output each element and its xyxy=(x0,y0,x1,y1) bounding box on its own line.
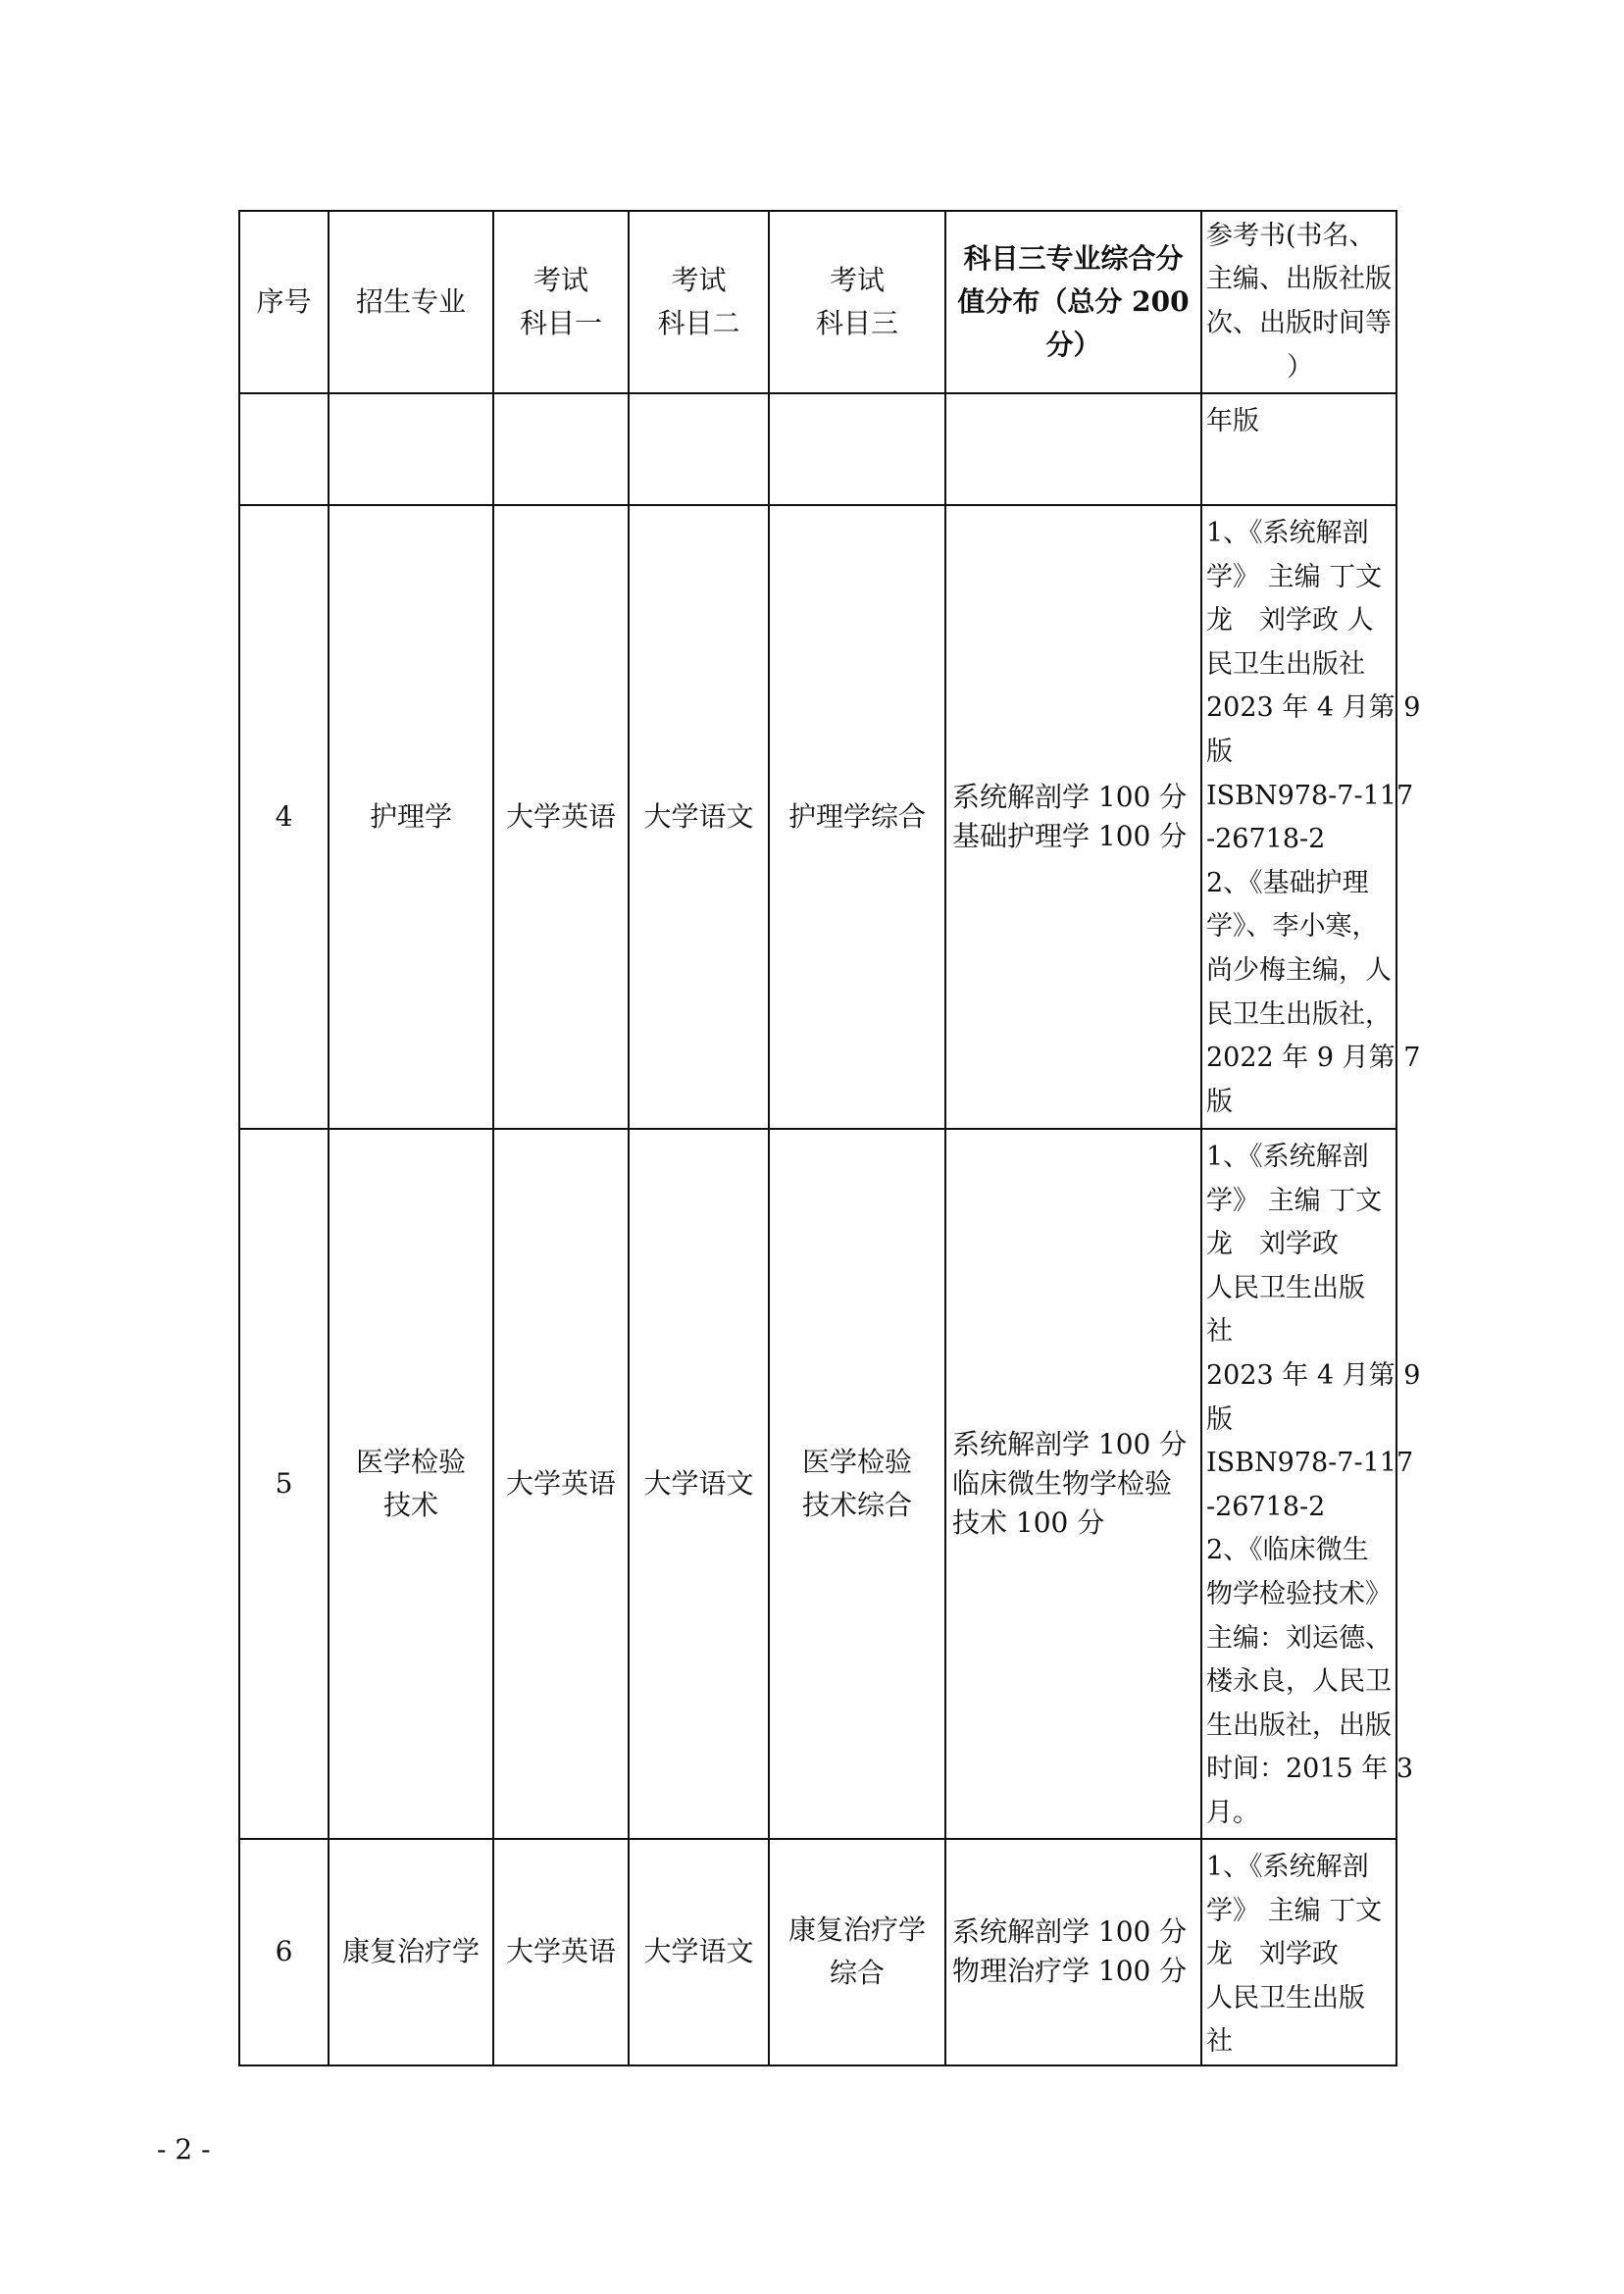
header-subject1: 考试 科目一 xyxy=(493,211,629,393)
row-subject1: 大学英语 xyxy=(493,505,629,1129)
row-major: 医学检验 技术 xyxy=(329,1129,493,1839)
row-reference: 年版 xyxy=(1201,393,1396,505)
row-reference: 1、《系统解剖 学》 主编 丁文 龙 刘学政 人民卫生出版 社 xyxy=(1201,1839,1396,2065)
table-header-row xyxy=(239,211,1396,393)
row-subject2: 大学语文 xyxy=(629,1839,769,2065)
header-subject3: 考试 科目三 xyxy=(769,211,945,393)
row-major: 护理学 xyxy=(329,505,493,1129)
row-distribution: 系统解剖学 100 分 物理治疗学 100 分 xyxy=(945,1839,1201,2065)
row-seq: 4 xyxy=(239,505,329,1129)
table-row xyxy=(239,1839,1396,2065)
row-subject3 xyxy=(769,393,945,505)
row-distribution xyxy=(945,393,1201,505)
header-subject2: 考试 科目二 xyxy=(629,211,769,393)
header-major: 招生专业 xyxy=(329,211,493,393)
table-row xyxy=(239,505,1396,1129)
header-reference: 参考书(书名、 主编、出版社版 次、出版时间等 ） xyxy=(1201,211,1396,393)
row-seq xyxy=(239,393,329,505)
row-reference: 1、《系统解剖 学》 主编 丁文 龙 刘学政 人 民卫生出版社 2023 年 4 月第 9 版 ISBN978-7-117 -26718-2 2、《基础护理 学》、李小寒， 尚少梅主编，人 民卫生出版社， 2022 年 9 月第 7 版 xyxy=(1201,505,1396,1129)
row-subject3: 康复治疗学 综合 xyxy=(769,1839,945,2065)
row-seq: 5 xyxy=(239,1129,329,1839)
row-distribution: 系统解剖学 100 分 临床微生物学检验 技术 100 分 xyxy=(945,1129,1201,1839)
row-subject2 xyxy=(629,393,769,505)
header-distribution: 科目三专业综合分 值分布（总分 200 分） xyxy=(945,211,1201,393)
row-subject1 xyxy=(493,393,629,505)
table-row xyxy=(239,393,1396,505)
row-subject2: 大学语文 xyxy=(629,505,769,1129)
row-distribution: 系统解剖学 100 分 基础护理学 100 分 xyxy=(945,505,1201,1129)
row-subject1: 大学英语 xyxy=(493,1129,629,1839)
table-row xyxy=(239,1129,1396,1839)
admission-exam-table xyxy=(238,210,1421,2066)
header-seq: 序号 xyxy=(239,211,329,393)
row-reference: 1、《系统解剖 学》 主编 丁文 龙 刘学政 人民卫生出版 社 2023 年 4 月第 9 版 ISBN978-7-117 -26718-2 2、《临床微生 物学检验技术》 主编：刘运德、 楼永良，人民卫 生出版社，出版 时间：2015 年 3 月。 xyxy=(1201,1129,1396,1839)
row-subject1: 大学英语 xyxy=(493,1839,629,2065)
row-major: 康复治疗学 xyxy=(329,1839,493,2065)
row-major xyxy=(329,393,493,505)
row-subject3: 医学检验 技术综合 xyxy=(769,1129,945,1839)
row-subject2: 大学语文 xyxy=(629,1129,769,1839)
row-subject3: 护理学综合 xyxy=(769,505,945,1129)
page-number: - 2 - xyxy=(157,2133,211,2166)
row-seq: 6 xyxy=(239,1839,329,2065)
